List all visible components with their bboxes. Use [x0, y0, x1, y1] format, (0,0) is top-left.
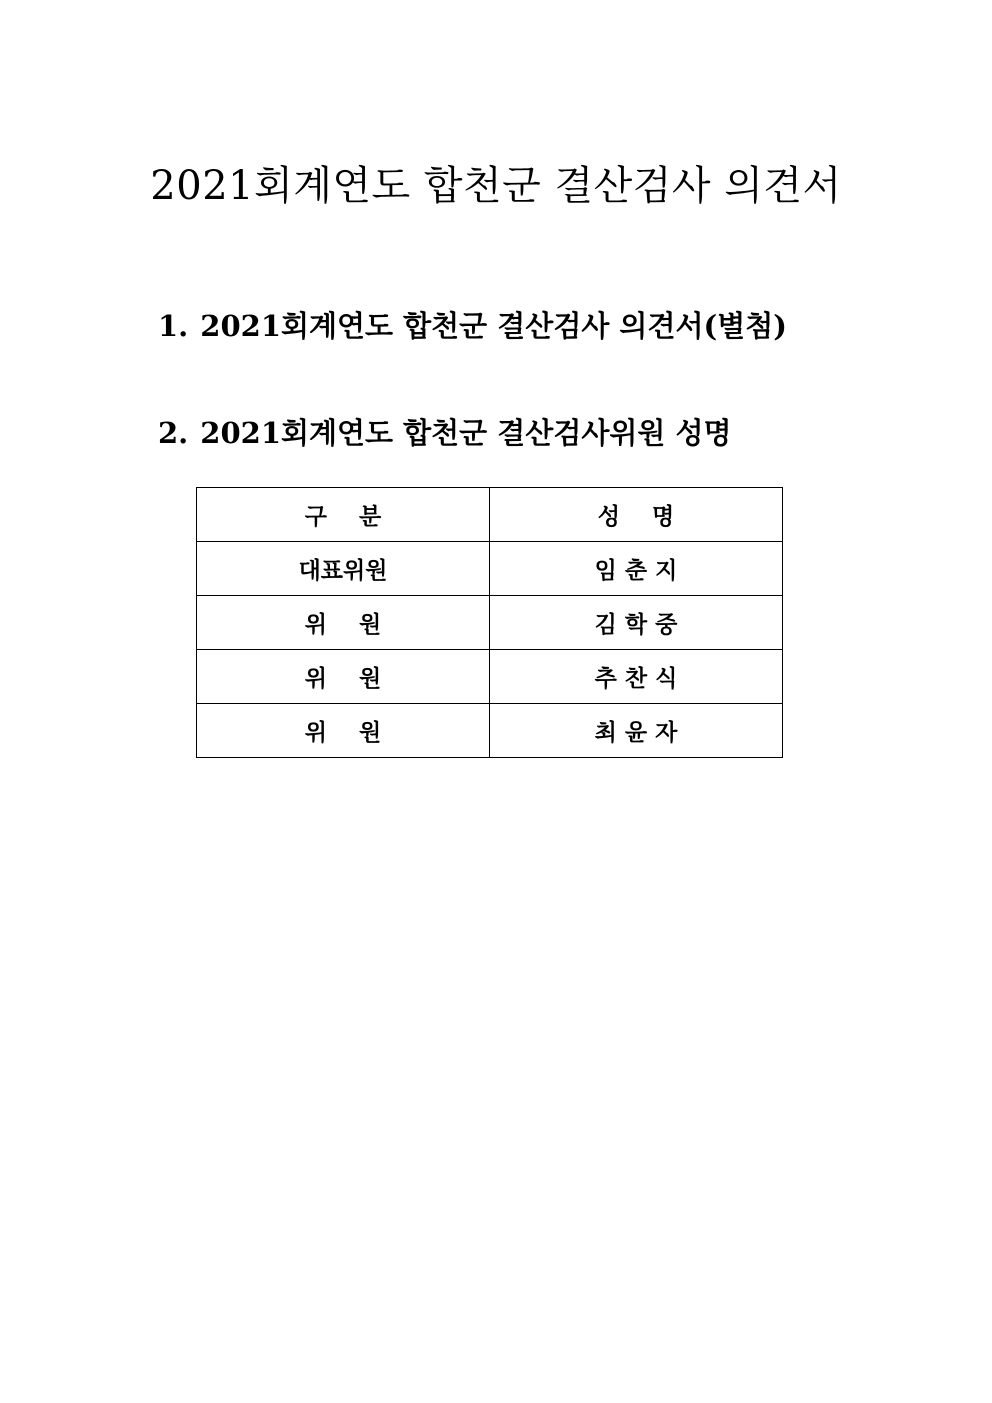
table-row: [197, 596, 783, 650]
member-role: 위 원: [197, 596, 490, 650]
member-role: 위 원: [197, 650, 490, 704]
section-text-1: 2021회계연도 합천군 결산검사 의견서(별첨): [200, 309, 787, 343]
section-heading-2: [158, 413, 732, 453]
header-category: 구 분: [197, 488, 490, 542]
page-title: 2021회계연도 합천군 결산검사 의견서: [150, 163, 842, 209]
header-name: 성 명: [490, 488, 783, 542]
section-text-2: 2021회계연도 합천군 결산검사위원 성명: [200, 416, 732, 450]
members-table: [196, 487, 783, 758]
table-row: [197, 704, 783, 758]
member-name: 추 찬 식: [490, 650, 783, 704]
table-row: [197, 542, 783, 596]
section-number-2: 2.: [158, 416, 189, 450]
member-name: 최 윤 자: [490, 704, 783, 758]
section-number-1: 1.: [158, 309, 189, 343]
member-name: 김 학 중: [490, 596, 783, 650]
table-header-row: [197, 488, 783, 542]
member-role: 위 원: [197, 704, 490, 758]
member-role: 대표위원: [197, 542, 490, 596]
member-name: 임 춘 지: [490, 542, 783, 596]
section-heading-1: [158, 306, 787, 346]
table-row: [197, 650, 783, 704]
